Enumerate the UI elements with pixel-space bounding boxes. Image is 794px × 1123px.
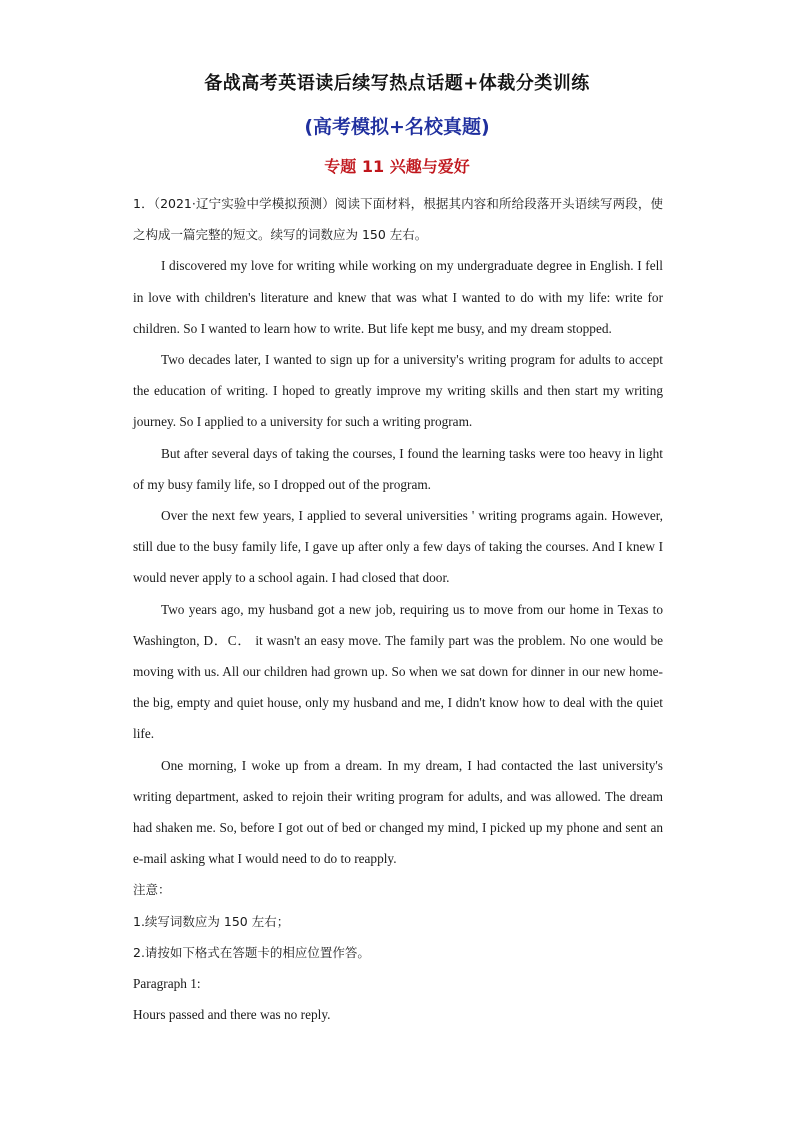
- document-body: [133, 188, 663, 1030]
- paragraph-1-opening: Hours passed and there was no reply.: [133, 1007, 331, 1023]
- topic-heading: 专题 11 兴趣与爱好: [324, 157, 470, 176]
- document-subtitle: (高考模拟+名校真题): [304, 116, 490, 138]
- passage-paragraph-6: One morning, I woke up from a dream. In my dream, I had contacted the last university's writing department, asked to rejoin their writing program for adults, and was allowed. The dream had shaken me. So, before I got out of bed or changed my mind, I picked up my phone and sent an e-mail asking what I would need to do to reapply.: [133, 757, 663, 867]
- passage-paragraph-4: Over the next few years, I applied to several universities ' writing programs again. However, still due to the busy family life, I gave up after only a few days of taking the courses. And I knew I would never apply to a school again. I had closed that door.: [133, 508, 663, 586]
- passage-paragraph-2: Two decades later, I wanted to sign up for a university's writing program for adults to accept the education of writing. I hoped to greatly improve my writing skills and then start my writing journey. So I applied to a university for such a writing program.: [133, 352, 663, 430]
- document-title: 备战高考英语读后续写热点话题+体裁分类训练: [204, 73, 590, 94]
- passage-paragraph-1: I discovered my love for writing while working on my undergraduate degree in English. I fell in love with children's literature and knew that was what I wanted to do with my life: write for children. So I wanted to learn how to write. But life kept me busy, and my dream stopped.: [133, 258, 663, 336]
- notes-item-2: 2.请按如下格式在答题卡的相应位置作答。: [133, 944, 370, 960]
- passage-paragraph-3: But after several days of taking the courses, I found the learning tasks were too heavy in light of my busy family life, so I dropped out of the program.: [133, 445, 663, 492]
- paragraph-1-label: Paragraph 1:: [133, 976, 201, 992]
- question-intro: 1．（2021·辽宁实验中学模拟预测）阅读下面材料，根据其内容和所给段落开头语续写两段，使之构成一篇完整的短文。续写的词数应为 150 左右。: [133, 196, 663, 243]
- passage-paragraph-5: Two years ago, my husband got a new job, requiring us to move from our home in Texas to Washington, D．C． it wasn't an easy move. The family part was the problem. No one would be moving with us. All our children had grown up. So when we sat down for dinner in our new home-the big, empty and quiet house, only my husband and me, I didn't know how to deal with the quiet life.: [133, 601, 663, 742]
- notes-item-1: 1.续写词数应为 150 左右；: [133, 913, 290, 929]
- notes-label: 注意：: [133, 882, 171, 898]
